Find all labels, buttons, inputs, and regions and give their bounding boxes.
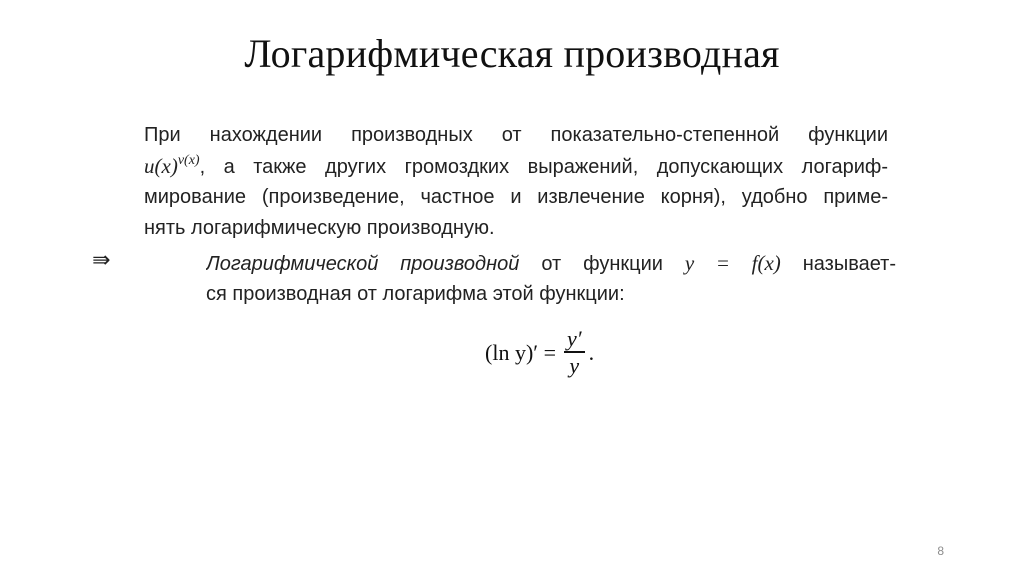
paragraph-line-1: При нахождении производных от показательно-степенной функции bbox=[144, 124, 888, 146]
definition-arrow-icon: ⇛ bbox=[92, 248, 111, 273]
function-exponent: v(x) bbox=[177, 153, 200, 168]
definition-term: Логарифмической производной bbox=[206, 253, 520, 275]
paragraph-line-3: мирование (произведение, частное и извлечение корня), удобно приме- bbox=[144, 186, 888, 208]
formula-numerator: y′ bbox=[566, 326, 582, 351]
definition-function: y = f(x) bbox=[684, 251, 781, 275]
definition-line-1 bbox=[206, 248, 896, 279]
paragraph-line-4: нять логарифмическую производную. bbox=[144, 217, 495, 239]
formula-lhs: (ln y)′ = bbox=[485, 339, 556, 365]
definition-text bbox=[206, 248, 896, 310]
definition-connector: от функции bbox=[519, 253, 685, 275]
log-derivative-formula bbox=[485, 328, 594, 377]
formula-fraction bbox=[564, 328, 585, 377]
paragraph-line-2-text: , а также других громоздких выражений, допускающих логариф- bbox=[199, 156, 888, 178]
formula-denominator: y bbox=[569, 353, 580, 378]
paragraph-line-2 bbox=[144, 151, 888, 182]
intro-paragraph bbox=[144, 120, 894, 244]
definition-line-2: ся производная от логарифма этой функции: bbox=[206, 283, 625, 305]
definition-line-1-end: называет- bbox=[780, 253, 896, 275]
function-expression: u(x) bbox=[144, 154, 178, 178]
slide-title: Логарифмическая производная bbox=[244, 31, 780, 76]
page-number: 8 bbox=[937, 544, 944, 558]
formula-end: . bbox=[588, 339, 595, 365]
